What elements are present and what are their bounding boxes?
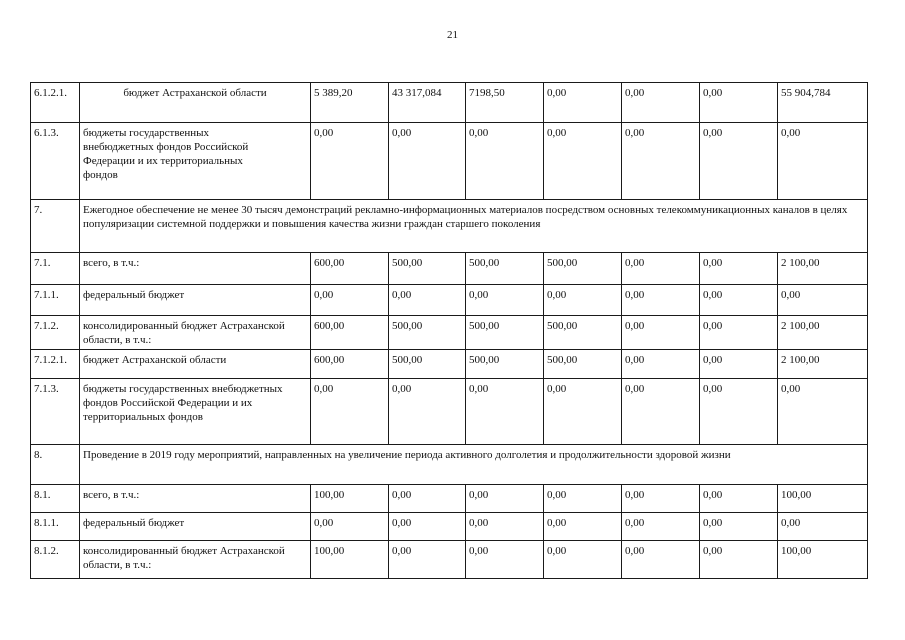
total-cell: 100,00 bbox=[778, 485, 868, 513]
value-cell: 0,00 bbox=[700, 285, 778, 316]
value-cell: 5 389,20 bbox=[311, 83, 389, 123]
value-cell: 0,00 bbox=[700, 350, 778, 379]
value-cell: 0,00 bbox=[700, 485, 778, 513]
value-cell: 0,00 bbox=[466, 485, 544, 513]
value-cell: 0,00 bbox=[466, 379, 544, 445]
value-cell: 0,00 bbox=[700, 379, 778, 445]
value-cell: 0,00 bbox=[466, 123, 544, 200]
table-row bbox=[31, 541, 868, 579]
table-row bbox=[31, 123, 868, 200]
row-label: всего, в т.ч.: bbox=[80, 485, 311, 513]
value-cell: 500,00 bbox=[466, 350, 544, 379]
row-code: 7.1.3. bbox=[31, 379, 80, 445]
table-row bbox=[31, 485, 868, 513]
value-cell: 100,00 bbox=[311, 541, 389, 579]
value-cell: 0,00 bbox=[466, 513, 544, 541]
value-cell: 0,00 bbox=[544, 513, 622, 541]
value-cell: 0,00 bbox=[311, 379, 389, 445]
value-cell: 7198,50 bbox=[466, 83, 544, 123]
section-heading: Ежегодное обеспечение не менее 30 тысяч демонстраций рекламно-информационных материалов посредством основных телекоммуникационных каналов в целях популяризации системной поддержки и повышения качества жизни граждан старшего поколения bbox=[80, 200, 868, 253]
row-code: 6.1.2.1. bbox=[31, 83, 80, 123]
value-cell: 0,00 bbox=[622, 123, 700, 200]
value-cell: 0,00 bbox=[700, 541, 778, 579]
value-cell: 500,00 bbox=[389, 253, 466, 285]
row-code: 8.1.2. bbox=[31, 541, 80, 579]
value-cell: 0,00 bbox=[622, 513, 700, 541]
row-code: 6.1.3. bbox=[31, 123, 80, 200]
total-cell: 2 100,00 bbox=[778, 316, 868, 350]
row-code: 7.1.1. bbox=[31, 285, 80, 316]
value-cell: 0,00 bbox=[389, 123, 466, 200]
value-cell: 0,00 bbox=[389, 485, 466, 513]
row-label: бюджеты государственных внебюджетных фондов Российской Федерации и их территориальных фондов bbox=[80, 123, 311, 200]
row-label: консолидированный бюджет Астраханской области, в т.ч.: bbox=[80, 316, 311, 350]
value-cell: 500,00 bbox=[544, 316, 622, 350]
value-cell: 0,00 bbox=[622, 253, 700, 285]
value-cell: 0,00 bbox=[544, 285, 622, 316]
value-cell: 600,00 bbox=[311, 316, 389, 350]
value-cell: 0,00 bbox=[466, 285, 544, 316]
section-row bbox=[31, 200, 868, 253]
row-label: бюджет Астраханской области bbox=[80, 350, 311, 379]
value-cell: 500,00 bbox=[389, 350, 466, 379]
table-row bbox=[31, 83, 868, 123]
value-cell: 0,00 bbox=[622, 83, 700, 123]
value-cell: 500,00 bbox=[466, 316, 544, 350]
row-code: 7.1.2. bbox=[31, 316, 80, 350]
total-cell: 0,00 bbox=[778, 379, 868, 445]
value-cell: 0,00 bbox=[544, 83, 622, 123]
total-cell: 2 100,00 bbox=[778, 253, 868, 285]
value-cell: 0,00 bbox=[700, 253, 778, 285]
page-number: 21 bbox=[447, 29, 458, 41]
value-cell: 0,00 bbox=[389, 513, 466, 541]
value-cell: 0,00 bbox=[622, 285, 700, 316]
row-code: 8.1. bbox=[31, 485, 80, 513]
value-cell: 0,00 bbox=[311, 513, 389, 541]
table-row bbox=[31, 513, 868, 541]
value-cell: 0,00 bbox=[622, 316, 700, 350]
row-label: консолидированный бюджет Астраханской области, в т.ч.: bbox=[80, 541, 311, 579]
value-cell: 0,00 bbox=[466, 541, 544, 579]
value-cell: 43 317,084 bbox=[389, 83, 466, 123]
section-row bbox=[31, 445, 868, 485]
table-row bbox=[31, 350, 868, 379]
value-cell: 0,00 bbox=[544, 379, 622, 445]
value-cell: 0,00 bbox=[700, 83, 778, 123]
value-cell: 0,00 bbox=[544, 123, 622, 200]
value-cell: 500,00 bbox=[466, 253, 544, 285]
value-cell: 0,00 bbox=[700, 316, 778, 350]
row-code: 8.1.1. bbox=[31, 513, 80, 541]
total-cell: 100,00 bbox=[778, 541, 868, 579]
row-code: 7.1.2.1. bbox=[31, 350, 80, 379]
value-cell: 0,00 bbox=[700, 513, 778, 541]
value-cell: 600,00 bbox=[311, 253, 389, 285]
total-cell: 55 904,784 bbox=[778, 83, 868, 123]
row-label: бюджет Астраханской области bbox=[80, 83, 311, 123]
value-cell: 600,00 bbox=[311, 350, 389, 379]
section-code: 7. bbox=[31, 200, 80, 253]
value-cell: 0,00 bbox=[622, 541, 700, 579]
value-cell: 0,00 bbox=[544, 541, 622, 579]
total-cell: 0,00 bbox=[778, 513, 868, 541]
row-label: федеральный бюджет bbox=[80, 513, 311, 541]
value-cell: 0,00 bbox=[700, 123, 778, 200]
row-label: всего, в т.ч.: bbox=[80, 253, 311, 285]
total-cell: 2 100,00 bbox=[778, 350, 868, 379]
row-label: федеральный бюджет bbox=[80, 285, 311, 316]
value-cell: 0,00 bbox=[622, 350, 700, 379]
table-row bbox=[31, 379, 868, 445]
value-cell: 0,00 bbox=[389, 541, 466, 579]
value-cell: 500,00 bbox=[544, 350, 622, 379]
total-cell: 0,00 bbox=[778, 285, 868, 316]
value-cell: 0,00 bbox=[311, 285, 389, 316]
value-cell: 0,00 bbox=[622, 485, 700, 513]
value-cell: 500,00 bbox=[544, 253, 622, 285]
row-label: бюджеты государственных внебюджетных фондов Российской Федерации и их территориальных фондов bbox=[80, 379, 311, 445]
section-code: 8. bbox=[31, 445, 80, 485]
value-cell: 100,00 bbox=[311, 485, 389, 513]
row-code: 7.1. bbox=[31, 253, 80, 285]
table-row bbox=[31, 285, 868, 316]
value-cell: 0,00 bbox=[389, 285, 466, 316]
value-cell: 0,00 bbox=[544, 485, 622, 513]
table-row bbox=[31, 253, 868, 285]
total-cell: 0,00 bbox=[778, 123, 868, 200]
value-cell: 0,00 bbox=[311, 123, 389, 200]
value-cell: 0,00 bbox=[389, 379, 466, 445]
value-cell: 0,00 bbox=[622, 379, 700, 445]
budget-table bbox=[30, 82, 868, 579]
table-row bbox=[31, 316, 868, 350]
value-cell: 500,00 bbox=[389, 316, 466, 350]
section-heading: Проведение в 2019 году мероприятий, направленных на увеличение периода активного долголетия и продолжительности здоровой жизни bbox=[80, 445, 868, 485]
